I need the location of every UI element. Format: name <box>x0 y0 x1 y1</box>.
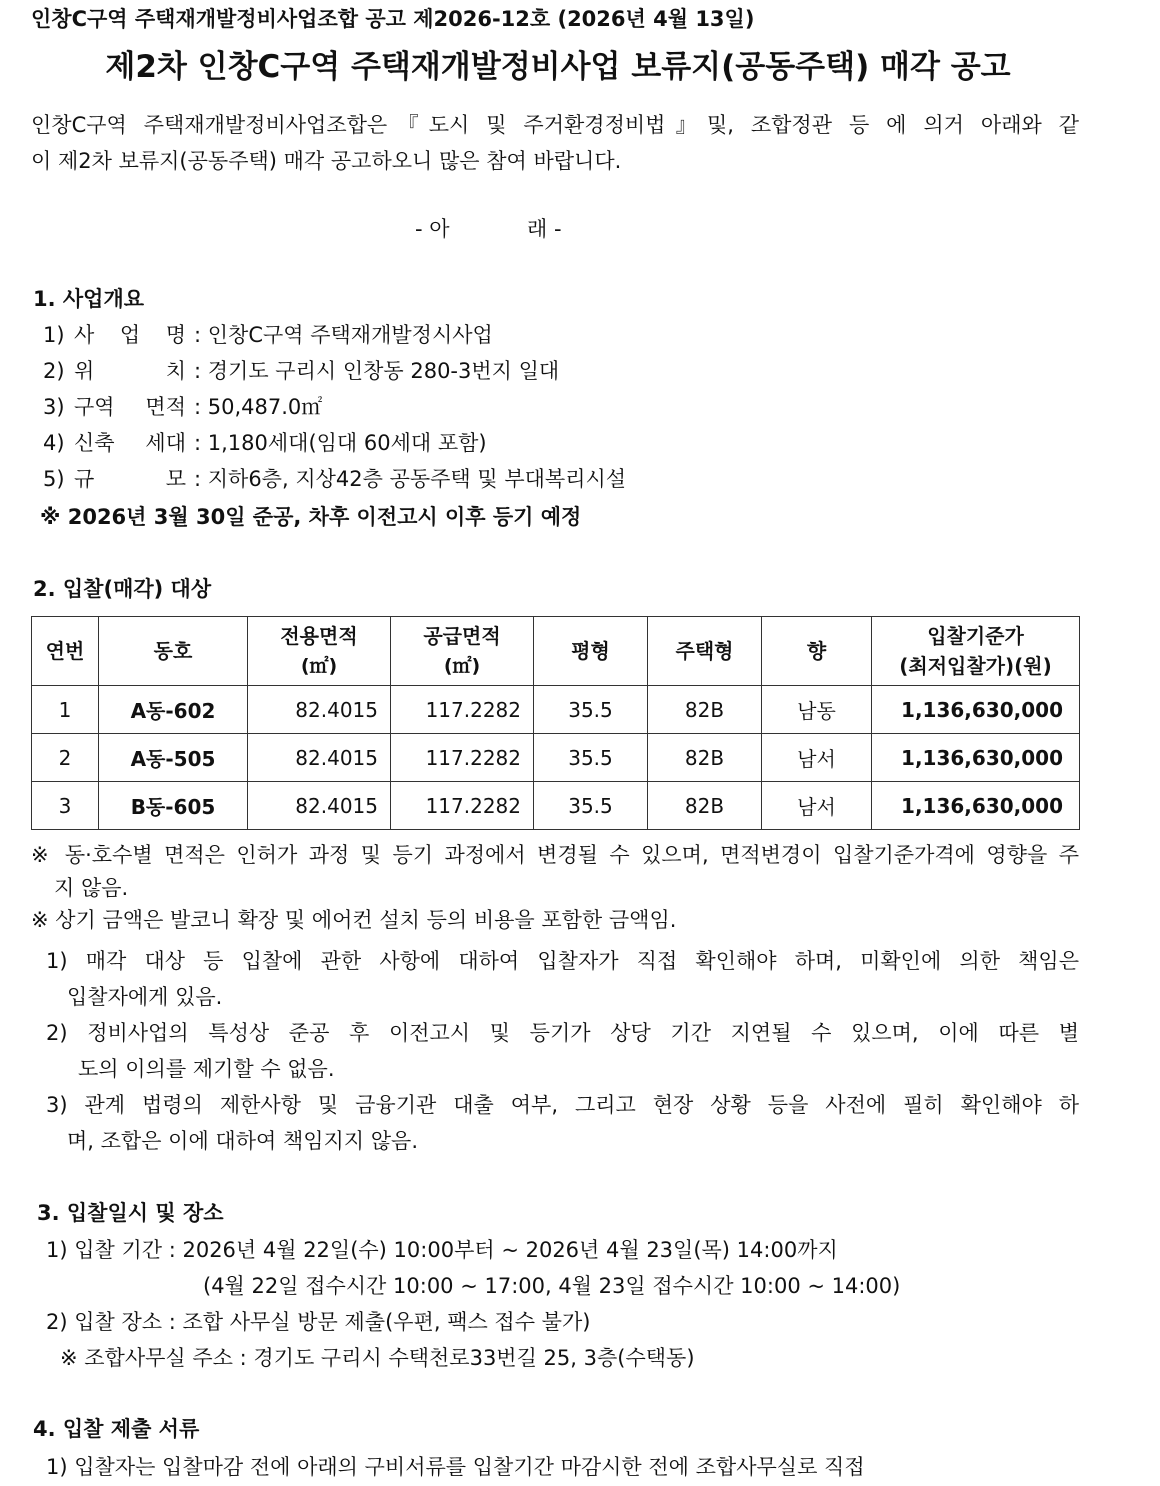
col-header-pyeong: 평형 <box>534 617 648 686</box>
col-header-unit: 동호 <box>99 617 248 686</box>
cell-exclusive-area: 82.4015 <box>248 782 391 830</box>
section2-heading: 2. 입찰(매각) 대상 <box>33 577 212 601</box>
table-row <box>32 734 1080 782</box>
col-header-base-price <box>872 617 1080 686</box>
bid-period: 1) 입찰 기간 : 2026년 4월 22일(수) 10:00부터 ~ 2026년 4월 23일(목) 14:00까지 <box>46 1238 838 1262</box>
caution-item-3: 3) 관계 법령의 제한사항 및 금융기관 대출 여부, 그리고 현장 상황 등을 사전에 필히 확인해야 하 <box>46 1093 1079 1117</box>
col-header-housing-type: 주택형 <box>648 617 762 686</box>
overview-item-value: : 경기도 구리시 인창동 280-3번지 일대 <box>194 359 560 383</box>
notice-number-line: 인창C구역 주택재개발정비사업조합 공고 제2026-12호 (2026년 4월 13일) <box>31 7 755 31</box>
cell-base-price: 1,136,630,000 <box>872 782 1080 830</box>
cell-exclusive-area: 82.4015 <box>248 686 391 734</box>
cell-supply-area: 117.2282 <box>391 734 534 782</box>
cell-housing-type: 82B <box>648 734 762 782</box>
overview-item-label: 위 치 <box>74 359 186 383</box>
col-header-unit-label: (㎡) <box>300 655 338 677</box>
caution-item-2: 2) 정비사업의 특성상 준공 후 이전고시 및 등기가 상당 기간 지연될 수 있으며, 이에 따른 별 <box>46 1021 1079 1045</box>
overview-item-value: : 50,487.0㎡ <box>194 395 323 419</box>
intro-line-2: 이 제2차 보류지(공동주택) 매각 공고하오니 많은 참여 바랍니다. <box>31 149 622 173</box>
bid-target-table <box>31 616 1080 830</box>
intro-line-1: 인창C구역 주택재개발정비사업조합은『도시 및 주거환경정비법』및, 조합정관 등 에 의거 아래와 같 <box>31 113 1079 137</box>
cell-no: 3 <box>32 782 99 830</box>
completion-note: ※ 2026년 3월 30일 준공, 차후 이전고시 이후 등기 예정 <box>40 505 582 529</box>
overview-item-label: 신축 세대 <box>74 431 186 455</box>
table-row <box>32 686 1080 734</box>
office-address-note: ※ 조합사무실 주소 : 경기도 구리시 수택천로33번길 25, 3층(수택동) <box>60 1346 695 1370</box>
col-header-sub-label: (최저입찰가)(원) <box>899 654 1052 678</box>
table-header-row <box>32 617 1080 686</box>
cell-no: 1 <box>32 686 99 734</box>
col-header-unit-label: (㎡) <box>443 655 481 677</box>
overview-item-num: 3) <box>43 395 65 419</box>
section3-heading: 3. 입찰일시 및 장소 <box>37 1201 224 1225</box>
cell-supply-area: 117.2282 <box>391 686 534 734</box>
cell-pyeong: 35.5 <box>534 686 648 734</box>
overview-item-num: 5) <box>43 467 65 491</box>
overview-item-num: 2) <box>43 359 65 383</box>
cell-housing-type: 82B <box>648 782 762 830</box>
cell-pyeong: 35.5 <box>534 734 648 782</box>
overview-item-num: 1) <box>43 323 65 347</box>
cell-exclusive-area: 82.4015 <box>248 734 391 782</box>
col-header-exclusive-area <box>248 617 391 686</box>
cell-base-price: 1,136,630,000 <box>872 734 1080 782</box>
col-header-no: 연번 <box>32 617 99 686</box>
col-header-label: 공급면적 <box>423 624 501 648</box>
page-title: 제2차 인창C구역 주택재개발정비사업 보류지(공동주택) 매각 공고 <box>105 49 1011 85</box>
caution-item-1: 1) 매각 대상 등 입찰에 관한 사항에 대하여 입찰자가 직접 확인해야 하며, 미확인에 의한 책임은 <box>46 949 1079 973</box>
col-header-label: 전용면적 <box>280 624 358 648</box>
price-includes-note: ※ 상기 금액은 발코니 확장 및 에어컨 설치 등의 비용을 포함한 금액임. <box>31 908 677 932</box>
bid-place: 2) 입찰 장소 : 조합 사무실 방문 제출(우편, 팩스 접수 불가) <box>46 1310 591 1334</box>
area-change-note-cont: 지 않음. <box>54 876 129 900</box>
cell-base-price: 1,136,630,000 <box>872 686 1080 734</box>
section1-heading: 1. 사업개요 <box>33 287 145 311</box>
cell-no: 2 <box>32 734 99 782</box>
col-header-supply-area <box>391 617 534 686</box>
overview-item-label: 규 모 <box>74 467 186 491</box>
cell-housing-type: 82B <box>648 686 762 734</box>
cell-pyeong: 35.5 <box>534 782 648 830</box>
cell-supply-area: 117.2282 <box>391 782 534 830</box>
cell-unit: A동-505 <box>99 734 248 782</box>
overview-item-label: 사 업 명 <box>74 323 186 347</box>
caution-item-3-cont: 며, 조합은 이에 대하여 책임지지 않음. <box>67 1129 419 1153</box>
caution-item-1-cont: 입찰자에게 있음. <box>67 985 223 1009</box>
cell-direction: 남서 <box>762 782 872 830</box>
table-row <box>32 782 1080 830</box>
overview-item-value: : 지하6층, 지상42층 공동주택 및 부대복리시설 <box>194 467 627 491</box>
below-marker-right: 래 - <box>527 217 562 241</box>
submission-item-1: 1) 입찰자는 입찰마감 전에 아래의 구비서류를 입찰기간 마감시한 전에 조합사무실로 직접 <box>46 1455 865 1479</box>
caution-item-2-cont: 도의 이의를 제기할 수 없음. <box>78 1057 335 1081</box>
bid-period-detail: (4월 22일 접수시간 10:00 ~ 17:00, 4월 23일 접수시간 10:00 ~ 14:00) <box>203 1274 901 1298</box>
cell-unit: A동-602 <box>99 686 248 734</box>
col-header-direction: 향 <box>762 617 872 686</box>
cell-unit: B동-605 <box>99 782 248 830</box>
overview-item-value: : 1,180세대(임대 60세대 포함) <box>194 431 487 455</box>
cell-direction: 남서 <box>762 734 872 782</box>
overview-item-label: 구역 면적 <box>74 395 186 419</box>
cell-direction: 남동 <box>762 686 872 734</box>
overview-item-value: : 인창C구역 주택재개발정시사업 <box>194 323 493 347</box>
overview-item-num: 4) <box>43 431 65 455</box>
below-marker-left: - 아 <box>415 217 450 241</box>
area-change-note: ※ 동·호수별 면적은 인허가 과정 및 등기 과정에서 변경될 수 있으며, 면적변경이 입찰기준가격에 영향을 주 <box>31 843 1079 867</box>
col-header-label: 입찰기준가 <box>927 624 1024 648</box>
section4-heading: 4. 입찰 제출 서류 <box>33 1417 200 1441</box>
